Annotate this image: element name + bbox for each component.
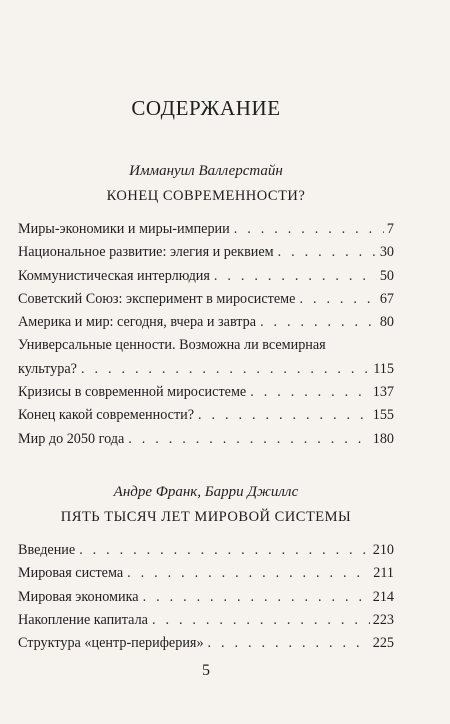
toc-page-number: 50 xyxy=(379,267,394,284)
toc-leader-dots xyxy=(152,609,370,632)
toc-entry-title: Америка и мир: сегодня, вчера и завтра xyxy=(18,314,257,331)
toc-entry[interactable] xyxy=(18,632,394,655)
toc-page-number: 211 xyxy=(373,565,394,582)
toc-entry-title-line1: Универсальные ценности. Возможна ли всемирная xyxy=(18,337,326,354)
toc-leader-dots xyxy=(128,428,369,451)
section-author: Иммануил Валлерстайн xyxy=(129,163,283,179)
toc-entry[interactable] xyxy=(18,265,394,288)
toc-leader-dots xyxy=(198,404,370,427)
toc-leader-dots xyxy=(214,265,377,288)
toc-list xyxy=(18,218,394,451)
section-title: ПЯТЬ ТЫСЯЧ ЛЕТ МИРОВОЙ СИСТЕМЫ xyxy=(60,509,352,525)
toc-entry[interactable] xyxy=(18,218,394,241)
toc-page-number: 30 xyxy=(379,244,394,261)
section-title: КОНЕЦ СОВРЕМЕННОСТИ? xyxy=(106,188,306,204)
toc-entry-title: Коммунистическая интерлюдия xyxy=(18,267,210,284)
toc-entry[interactable] xyxy=(18,586,394,609)
toc-page-number: 223 xyxy=(372,611,394,628)
toc-leader-dots xyxy=(299,288,376,311)
toc-leader-dots xyxy=(250,381,370,404)
toc-entry-title: Кризисы в современной миросистеме xyxy=(18,384,247,401)
toc-entry[interactable] xyxy=(18,404,394,427)
toc-leader-dots xyxy=(208,632,370,655)
toc-entry[interactable] xyxy=(18,609,394,632)
toc-page-number: 210 xyxy=(372,542,394,558)
toc-leader-dots xyxy=(260,311,377,334)
toc-entry-title: Мир до 2050 года xyxy=(18,430,125,447)
toc-entry[interactable] xyxy=(18,311,394,334)
toc-entry[interactable] xyxy=(18,562,394,585)
section-author: Андре Франк, Барри Джиллс xyxy=(113,484,299,500)
toc-page-number: 115 xyxy=(373,360,394,377)
toc-entry-title: культура? xyxy=(18,360,77,377)
toc-leader-dots xyxy=(278,241,377,264)
toc-page-number: 67 xyxy=(379,290,394,307)
toc-entry-title: Накопление капитала xyxy=(18,611,148,628)
toc-entry-title: Структура «центр-периферия» xyxy=(18,635,204,652)
toc-list xyxy=(18,539,394,655)
toc-leader-dots xyxy=(81,358,370,381)
toc-leader-dots xyxy=(143,586,370,609)
toc-entry-continuation xyxy=(18,358,394,381)
toc-entry[interactable] xyxy=(18,428,394,451)
toc-page-number: 214 xyxy=(372,588,394,605)
toc-entry-title: Конец какой современности? xyxy=(18,407,195,424)
toc-leader-dots xyxy=(234,218,384,241)
toc-leader-dots xyxy=(127,562,370,585)
page-number: 5 xyxy=(202,662,210,679)
toc-page-number: 7 xyxy=(386,221,394,237)
toc-page-number: 137 xyxy=(372,384,394,401)
toc-page-number: 180 xyxy=(372,430,394,447)
toc-entry[interactable] xyxy=(18,381,394,404)
toc-entry-title: Национальное развитие: элегия и реквием xyxy=(18,244,274,261)
toc-page-number: 225 xyxy=(372,635,394,652)
toc-page-number: 155 xyxy=(372,407,394,424)
toc-entry-multiline[interactable] xyxy=(18,334,394,381)
toc-entry[interactable] xyxy=(18,241,394,264)
book-page xyxy=(18,0,394,724)
toc-entry[interactable] xyxy=(18,539,394,562)
toc-entry-title: Мировая система xyxy=(18,565,124,582)
toc-leader-dots xyxy=(79,539,370,562)
toc-entry[interactable] xyxy=(18,288,394,311)
toc-entry-title: Советский Союз: эксперимент в миросистеме xyxy=(18,290,296,307)
contents-title: СОДЕРЖАНИЕ xyxy=(131,96,281,120)
toc-entry-title: Введение xyxy=(18,542,76,558)
toc-entry-title: Миры-экономики и миры-империи xyxy=(18,221,230,237)
toc-page-number: 80 xyxy=(379,314,394,331)
toc-entry-title: Мировая экономика xyxy=(18,588,139,605)
